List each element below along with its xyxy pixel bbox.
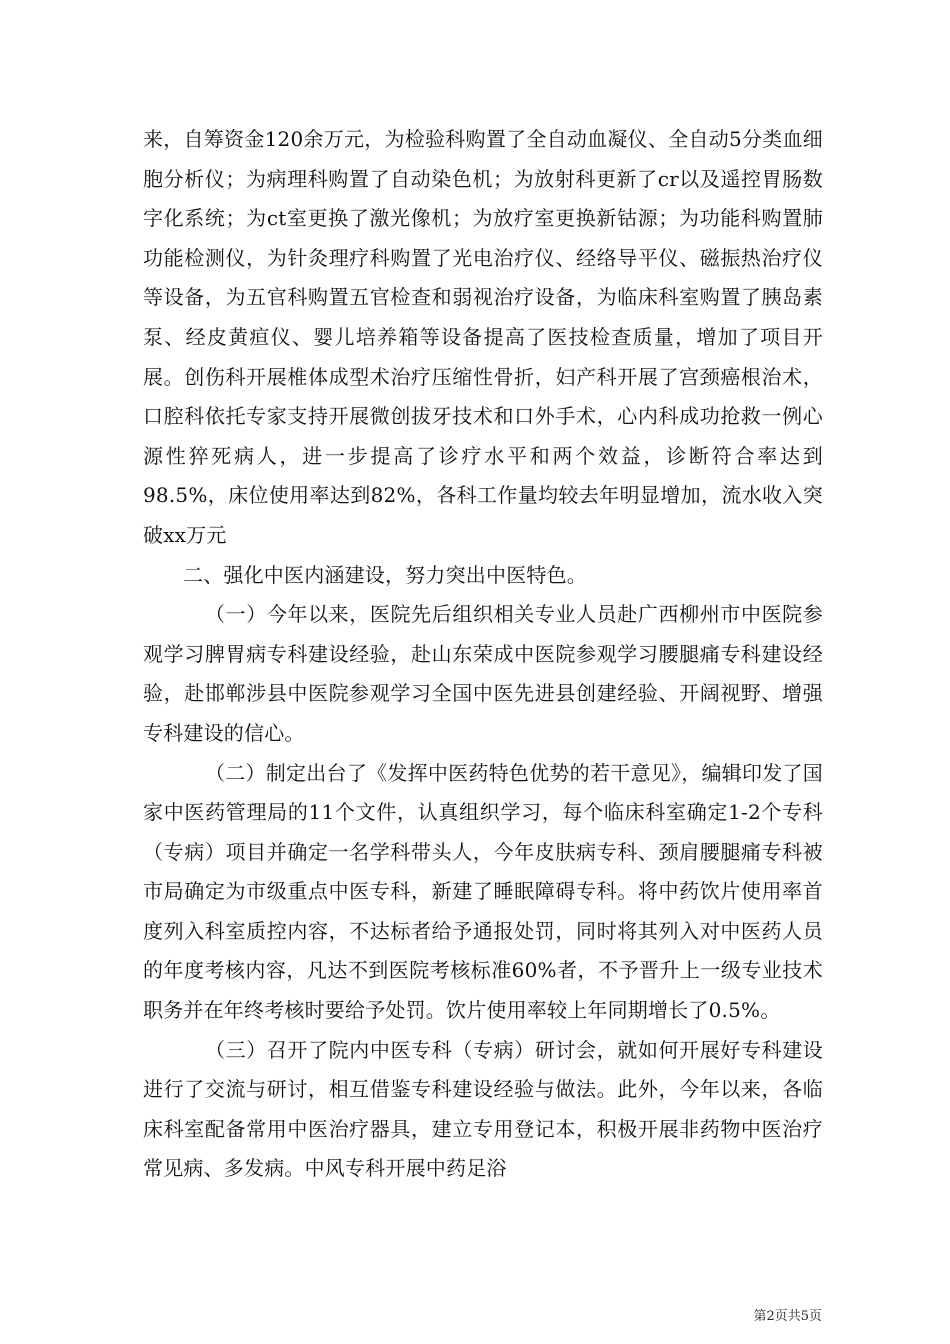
paragraph-item-2: （二）制定出台了《发挥中医药特色优势的若干意见》，编辑印发了国家中医药管理局的11个文件，认真组织学习，每个临床科室确定1-2个专科（专病）项目并确定一名学科带头人，今年皮肤病专科、颈肩腰腿痛专科被市局确定为市级重点中医专科，新建了睡眠障碍专科。将中药饮片使用率首度列入科室质控内容，不达标者给予通报处罚，同时将其列入对中医药人员的年度考核内容，凡达不到医院考核标准60%者，不予晋升上一级专业技术职务并在年终考核时要给予处罚。饮片使用率较上年同期增长了0.5%。 [143, 760, 823, 1023]
document-body [143, 120, 823, 1189]
paragraph-item-3: （三）召开了院内中医专科（专病）研讨会，就如何开展好专科建设进行了交流与研讨，相互借鉴专科建设经验与做法。此外，今年以来，各临床科室配备常用中医治疗器具，建立专用登记本，积极开展非药物中医治疗常见病、多发病。中风专科开展中药足浴 [143, 1037, 823, 1181]
paragraph-equipment: 来，自筹资金120余万元，为检验科购置了全自动血凝仪、全自动5分类血细胞分析仪；为病理科购置了自动染色机；为放射科更新了cr以及遥控胃肠数字化系统；为ct室更换了激光像机；为放疗室更换新钴源；为功能科购置肺功能检测仪，为针灸理疗科购置了光电治疗仪、经络导平仪、磁振热治疗仪等设备，为五官科购置五官检查和弱视治疗设备，为临床科室购置了胰岛素泵、经皮黄疸仪、婴儿培养箱等设备提高了医技检查质量，增加了项目开展。创伤科开展椎体成型术治疗压缩性骨折，妇产科开展了宫颈癌根治术，口腔科依托专家支持开展微创拔牙技术和口外手术，心内科成功抢救一例心源性猝死病人，进一步提高了诊疗水平和两个效益，诊断符合率达到98.5%，床位使用率达到82%，各科工作量均较去年明显增加，流水收入突破xx万元 [143, 127, 823, 547]
page-number-footer: 第2页共5页 [753, 1309, 822, 1324]
paragraph-item-1: （一）今年以来，医院先后组织相关专业人员赴广西柳州市中医院参观学习脾胃病专科建设经验，赴山东荣成中医院参观学习腰腿痛专科建设经验，赴邯郸涉县中医院参观学习全国中医先进县创建经验、开阔视野、增强专科建设的信心。 [143, 602, 823, 745]
section-heading-tcm: 二、强化中医内涵建设，努力突出中医特色。 [183, 562, 587, 587]
